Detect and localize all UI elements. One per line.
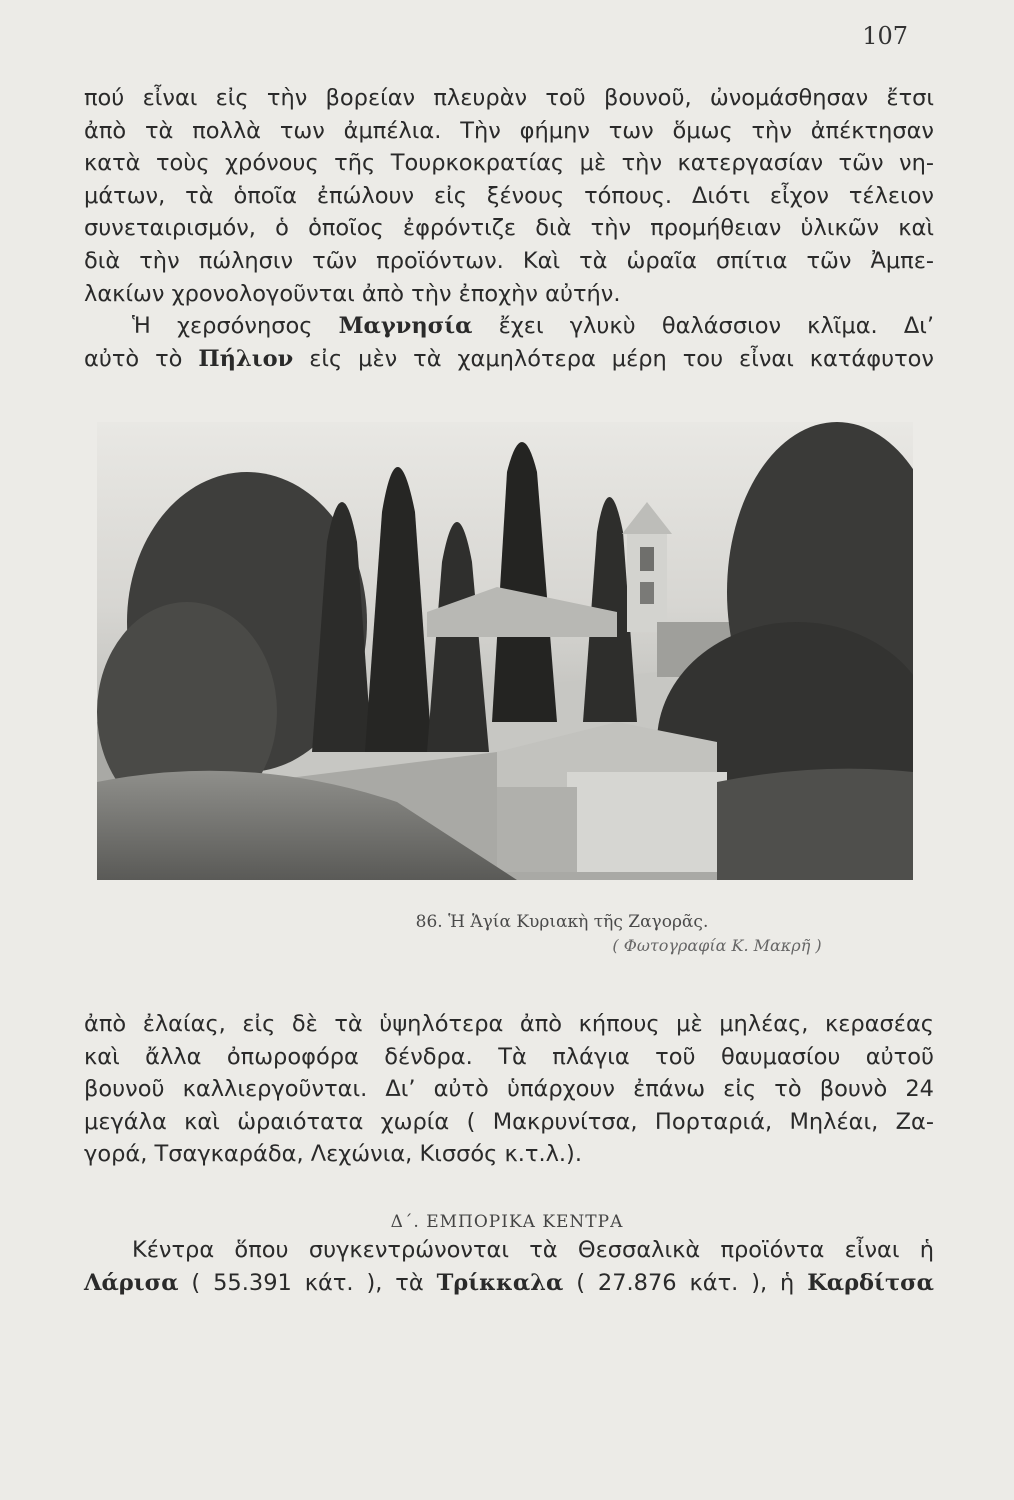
text-line: μάτων, τὰ ὁποῖα ἐπώλουν εἰς ξένους τόπους. Διότι εἶχον τέλειον	[84, 182, 934, 209]
photo-illustration	[97, 422, 913, 880]
text-run: εἰς μὲν τὰ χαμηλότερα μέρη του εἶναι κατάφυτον	[293, 345, 934, 372]
figure-caption: 86. Ἡ Ἁγία Κυριακὴ τῆς Ζαγορᾶς.	[415, 912, 709, 932]
text-line-pelion	[84, 343, 934, 376]
text-line: λακίων χρονολογοῦνται ἀπὸ τὴν ἐποχὴν αὐτήν.	[84, 280, 621, 307]
photograph-agia-kyriaki	[97, 422, 913, 880]
text-run: ἔχει γλυκὺ θαλάσσιον κλῖμα. Δι’	[472, 313, 934, 340]
text-line: μεγάλα καὶ ὡραιότατα χωρία ( Μακρυνίτσα, Πορταριά, Μηλέαι, Ζα-	[84, 1108, 934, 1135]
text-line-cities	[84, 1267, 934, 1300]
text-line: γορά, Τσαγκαράδα, Λεχώνια, Κισσός κ.τ.λ.).	[84, 1141, 582, 1168]
text-run: Ἡ χερσόνησος	[132, 313, 339, 340]
text-line: βουνοῦ καλλιεργοῦνται. Δι’ αὐτὸ ὑπάρχουν ἐπάνω εἰς τὸ βουνὸ 24	[84, 1076, 934, 1103]
bold-term-magnesia: Μαγνησία	[338, 313, 473, 340]
text-run: ( 27.876 κάτ. ), ἡ	[563, 1269, 808, 1296]
bold-term-karditsa: Καρδίτσα	[807, 1269, 934, 1296]
text-run: αὐτὸ τὸ	[84, 345, 199, 372]
page-number: 107	[862, 22, 908, 50]
text-line: ἀπὸ ἐλαίας, εἰς δὲ τὰ ὑψηλότερα ἀπὸ κήπους μὲ μηλέας, κερασέας	[84, 1011, 934, 1037]
paragraph-ampelakia	[84, 82, 934, 375]
text-line: συνεταιρισμόν, ὁ ὁποῖος ἐφρόντιζε διὰ τὴν προμήθειαν ὑλικῶν καὶ	[84, 215, 934, 242]
text-line: κατὰ τοὺς χρόνους τῆς Τουρκοκρατίας μὲ τὴν κατεργασίαν τῶν νη-	[84, 150, 934, 177]
bold-term-larisa: Λάρισα	[84, 1269, 179, 1296]
photo-credit: ( Φωτογραφία Κ. Μακρῆ )	[612, 936, 822, 955]
bold-term-pelion: Πήλιον	[198, 345, 294, 372]
text-line: ἀπὸ τὰ πολλὰ των ἀμπέλια. Τὴν φήμην των ὅμως τὴν ἀπέκτησαν	[84, 117, 934, 144]
text-line-magnesia	[84, 310, 934, 343]
bold-term-trikala: Τρίκκαλα	[436, 1269, 564, 1296]
text-line: διὰ τὴν πώλησιν τῶν προϊόντων. Καὶ τὰ ὡραῖα σπίτια τῶν Ἀμπε-	[84, 247, 934, 274]
text-line: Κέντρα ὅπου συγκεντρώνονται τὰ Θεσσαλικὰ προϊόντα εἶναι ἡ	[132, 1237, 934, 1263]
text-line: καὶ ἄλλα ὀπωροφόρα δένδρα. Τὰ πλάγια τοῦ θαυμασίου αὐτοῦ	[84, 1043, 934, 1070]
text-run: ( 55.391 κάτ. ), τὰ	[178, 1269, 437, 1296]
paragraph-commercial-centers	[84, 1234, 934, 1299]
paragraph-pelion	[84, 1008, 934, 1171]
text-line: πού εἶναι εἰς τὴν βορείαν πλευρὰν τοῦ βουνοῦ, ὠνομάσθησαν ἔτσι	[84, 85, 934, 111]
section-heading: Δ΄. ΕΜΠΟΡΙΚΑ ΚΕΝΤΡΑ	[390, 1212, 624, 1232]
